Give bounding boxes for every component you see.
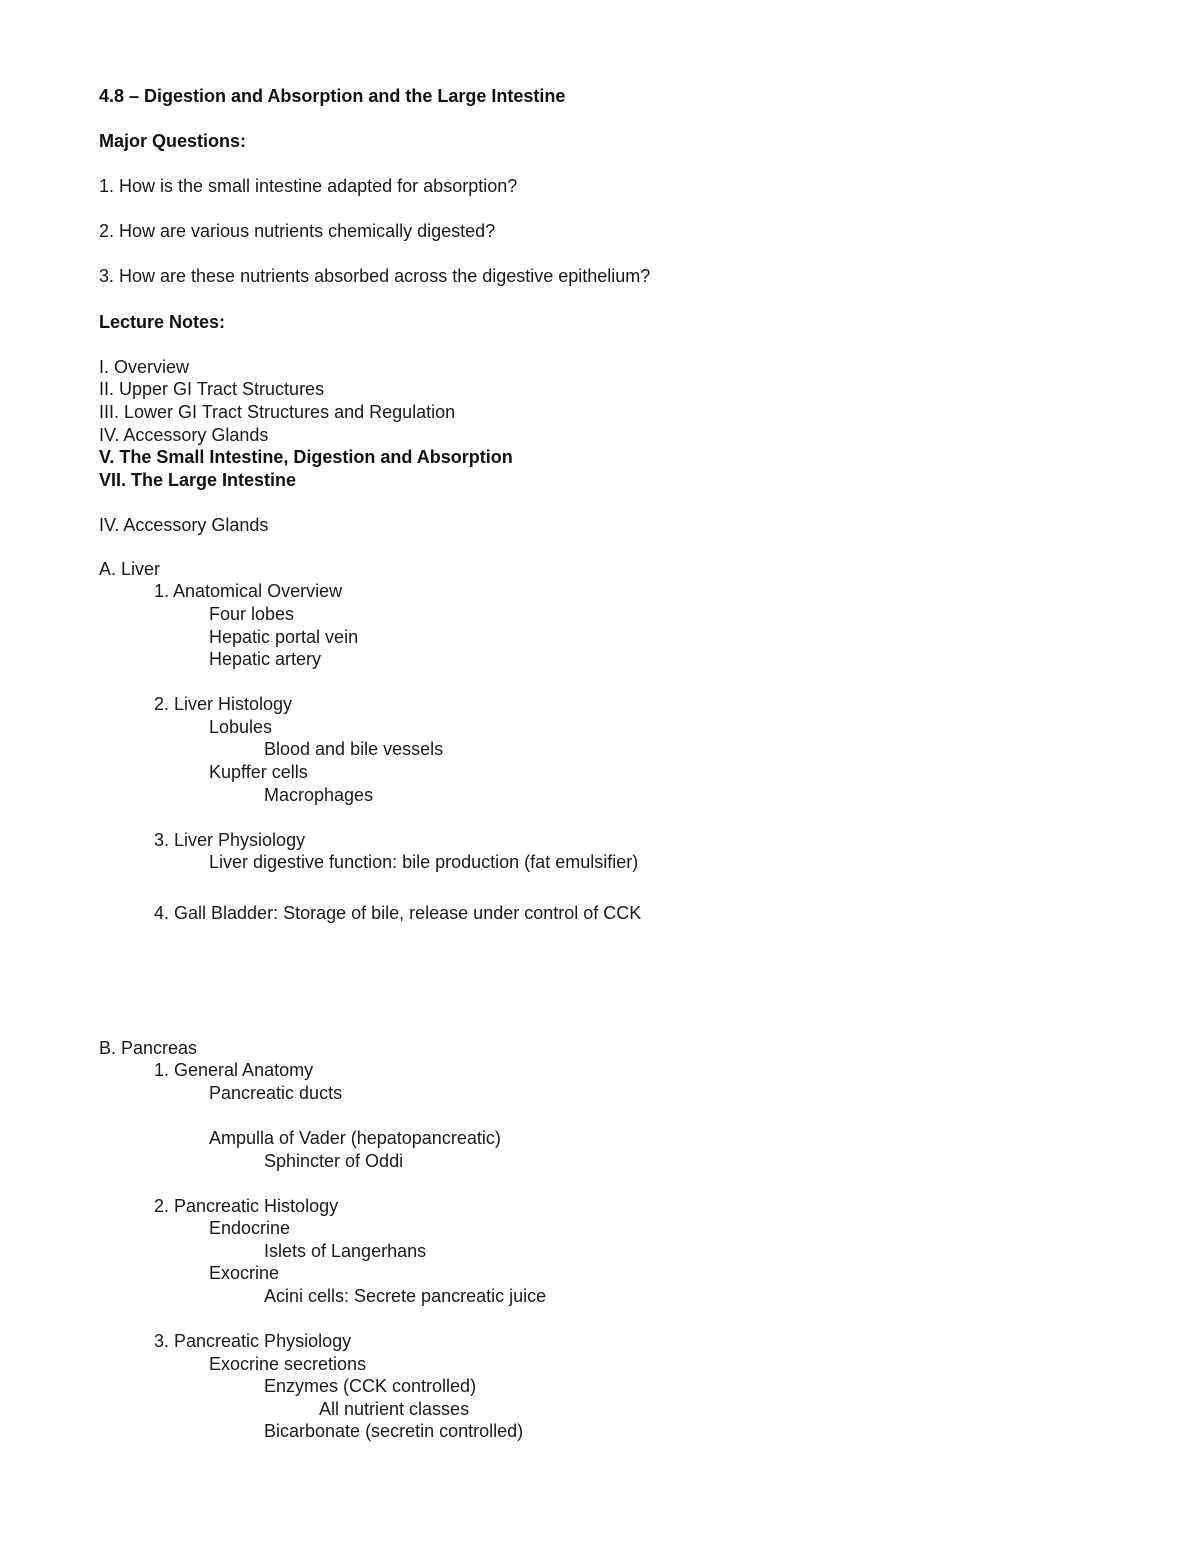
list-item: Blood and bile vessels: [264, 739, 444, 759]
pancreas-histology-heading: 2. Pancreatic Histology: [154, 1196, 339, 1216]
list-item: Ampulla of Vader (hepatopancreatic): [209, 1128, 501, 1148]
lecture-notes-heading: Lecture Notes:: [99, 312, 226, 332]
list-item: Acini cells: Secrete pancreatic juice: [264, 1286, 547, 1306]
outline-item: I. Overview: [99, 357, 190, 377]
liver-anatomical-heading: 1. Anatomical Overview: [154, 581, 343, 601]
list-item: Liver digestive function: bile production (fat emulsifier): [209, 852, 639, 872]
question-item: 1. How is the small intestine adapted for absorption?: [99, 176, 518, 196]
list-item: Macrophages: [264, 785, 374, 805]
pancreas-anatomy-heading: 1. General Anatomy: [154, 1060, 314, 1080]
list-item: Lobules: [209, 717, 273, 737]
major-questions-heading: Major Questions:: [99, 131, 247, 151]
outline-item-current: V. The Small Intestine, Digestion and Absorption: [99, 447, 513, 467]
outline-item: III. Lower GI Tract Structures and Regulation: [99, 402, 456, 422]
liver-physiology-heading: 3. Liver Physiology: [154, 830, 306, 850]
question-item: 2. How are various nutrients chemically digested?: [99, 221, 496, 241]
list-item: All nutrient classes: [319, 1399, 470, 1419]
list-item: Enzymes (CCK controlled): [264, 1376, 477, 1396]
list-item: Islets of Langerhans: [264, 1241, 427, 1261]
list-item: Hepatic portal vein: [209, 627, 359, 647]
pancreas-heading: B. Pancreas: [99, 1038, 198, 1058]
gall-bladder-item: 4. Gall Bladder: Storage of bile, release under control of CCK: [154, 903, 642, 923]
pancreas-physiology-heading: 3. Pancreatic Physiology: [154, 1331, 352, 1351]
page-title: 4.8 – Digestion and Absorption and the Large Intestine: [99, 86, 566, 106]
list-item: Bicarbonate (secretin controlled): [264, 1421, 524, 1441]
question-item: 3. How are these nutrients absorbed across the digestive epithelium?: [99, 266, 651, 286]
outline-item: II. Upper GI Tract Structures: [99, 379, 325, 399]
section-heading: IV. Accessory Glands: [99, 515, 269, 535]
list-item: Exocrine secretions: [209, 1354, 367, 1374]
liver-heading: A. Liver: [99, 559, 161, 579]
list-item: Exocrine: [209, 1263, 280, 1283]
liver-histology-heading: 2. Liver Histology: [154, 694, 293, 714]
list-item: Sphincter of Oddi: [264, 1151, 404, 1171]
list-item: Four lobes: [209, 604, 295, 624]
list-item: Kupffer cells: [209, 762, 308, 782]
outline-item: IV. Accessory Glands: [99, 425, 269, 445]
outline-item-current: VII. The Large Intestine: [99, 470, 297, 490]
list-item: Hepatic artery: [209, 649, 322, 669]
list-item: Pancreatic ducts: [209, 1083, 343, 1103]
list-item: Endocrine: [209, 1218, 291, 1238]
